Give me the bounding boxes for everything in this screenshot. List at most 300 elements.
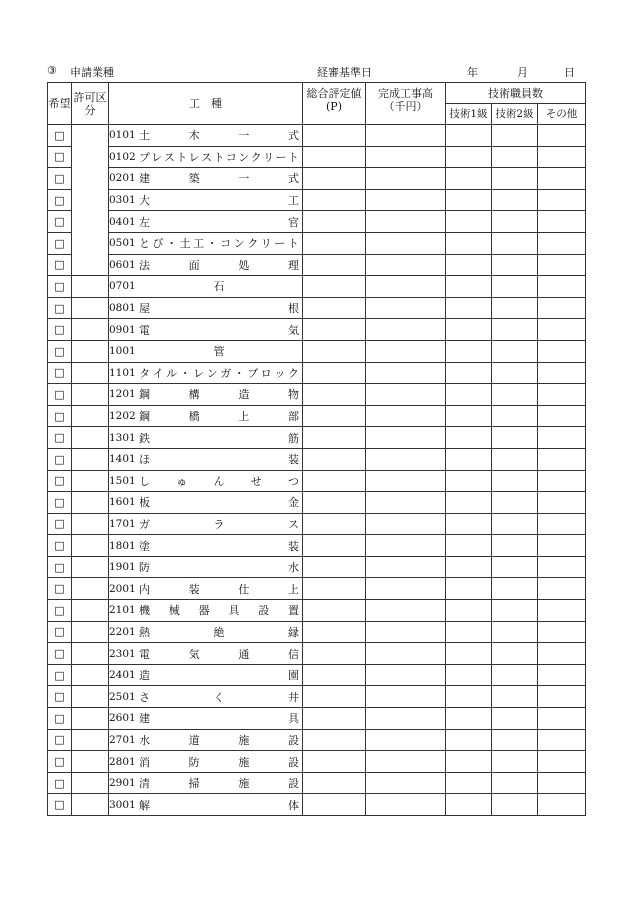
base-date-label: 経審基準日	[317, 66, 372, 79]
work-name: 電 気 通 信	[139, 647, 299, 661]
gijutsu2-cell[interactable]	[492, 794, 538, 816]
work-type-cell	[109, 664, 303, 686]
kyoka-cell[interactable]	[72, 492, 109, 514]
gijutsu2-cell[interactable]	[492, 254, 538, 276]
gijutsu1-cell[interactable]	[446, 708, 492, 730]
day-label: 日	[564, 66, 575, 79]
kyoka-cell[interactable]	[72, 729, 109, 751]
kyoka-cell[interactable]	[72, 556, 109, 578]
gijutsu1-cell[interactable]	[446, 556, 492, 578]
kibo-checkbox[interactable]: □	[48, 600, 72, 622]
table-row	[48, 578, 586, 600]
kansei-cell[interactable]	[366, 362, 446, 384]
kansei-cell[interactable]	[366, 254, 446, 276]
work-name: 水 道 施 設	[139, 733, 299, 747]
gijutsu1-cell[interactable]	[446, 578, 492, 600]
work-type-cell	[109, 729, 303, 751]
other-cell[interactable]	[538, 772, 586, 794]
work-code: 0401	[109, 215, 136, 228]
gijutsu1-cell[interactable]	[446, 492, 492, 514]
gijutsu2-cell[interactable]	[492, 556, 538, 578]
kansei-cell[interactable]	[366, 319, 446, 341]
other-cell[interactable]	[538, 232, 586, 254]
kyoka-cell[interactable]	[72, 794, 109, 816]
gijutsu1-cell[interactable]	[446, 405, 492, 427]
kyoka-cell[interactable]	[72, 405, 109, 427]
kibo-checkbox[interactable]: □	[48, 146, 72, 168]
other-cell[interactable]	[538, 146, 586, 168]
gijutsu1-cell[interactable]	[446, 513, 492, 535]
work-type-cell	[109, 751, 303, 773]
kyoka-cell[interactable]	[72, 600, 109, 622]
kibo-checkbox[interactable]: □	[48, 168, 72, 190]
other-cell[interactable]	[538, 254, 586, 276]
table-row	[48, 535, 586, 557]
kansei-cell[interactable]	[366, 556, 446, 578]
kansei-cell[interactable]	[366, 470, 446, 492]
kibo-checkbox[interactable]: □	[48, 686, 72, 708]
table-row	[48, 556, 586, 578]
kyoka-cell[interactable]	[72, 340, 109, 362]
other-cell[interactable]	[538, 340, 586, 362]
kibo-checkbox[interactable]: □	[48, 578, 72, 600]
work-type-cell	[109, 405, 303, 427]
gijutsu2-cell[interactable]	[492, 297, 538, 319]
table-row	[48, 362, 586, 384]
gijutsu2-cell[interactable]	[492, 686, 538, 708]
gijutsu2-cell[interactable]	[492, 664, 538, 686]
header-gijutsu: 技術職員数	[446, 83, 586, 104]
other-cell[interactable]	[538, 535, 586, 557]
other-cell[interactable]	[538, 427, 586, 449]
table-row	[48, 621, 586, 643]
kansei-cell[interactable]	[366, 297, 446, 319]
work-code: 1701	[109, 517, 136, 530]
gijutsu1-cell[interactable]	[446, 189, 492, 211]
kansei-cell[interactable]	[366, 448, 446, 470]
work-type-cell	[109, 276, 303, 298]
kibo-checkbox[interactable]: □	[48, 729, 72, 751]
kyoka-cell[interactable]	[72, 751, 109, 773]
kibo-checkbox[interactable]: □	[48, 232, 72, 254]
header-other: その他	[538, 104, 586, 125]
sogo-cell[interactable]	[303, 146, 366, 168]
gijutsu1-cell[interactable]	[446, 751, 492, 773]
sogo-cell[interactable]	[303, 535, 366, 557]
sogo-cell[interactable]	[303, 492, 366, 514]
sogo-cell[interactable]	[303, 168, 366, 190]
other-cell[interactable]	[538, 578, 586, 600]
table-row	[48, 319, 586, 341]
kyoka-cell[interactable]	[72, 168, 109, 190]
kansei-cell[interactable]	[366, 340, 446, 362]
work-name: 消 防 施 設	[139, 755, 299, 769]
work-type-cell	[109, 772, 303, 794]
work-code: 0201	[109, 172, 136, 185]
work-type-cell	[109, 535, 303, 557]
kyoka-cell[interactable]	[72, 211, 109, 233]
header-gijutsu2: 技術2級	[492, 104, 538, 125]
work-name: タ イ ル ・ レ ン ガ ・ ブ ロ ッ ク	[139, 366, 299, 380]
gijutsu2-cell[interactable]	[492, 492, 538, 514]
header-sogo-label: 総合評定値	[306, 87, 362, 100]
gijutsu2-cell[interactable]	[492, 125, 538, 147]
gijutsu2-cell[interactable]	[492, 643, 538, 665]
section-title: 申請業種	[70, 66, 114, 79]
gijutsu1-cell[interactable]	[446, 794, 492, 816]
kibo-checkbox[interactable]: □	[48, 362, 72, 384]
gijutsu2-cell[interactable]	[492, 340, 538, 362]
kyoka-cell[interactable]	[72, 362, 109, 384]
work-code: 2801	[109, 755, 136, 768]
table-row	[48, 297, 586, 319]
gijutsu2-cell[interactable]	[492, 708, 538, 730]
work-type-cell	[109, 708, 303, 730]
other-cell[interactable]	[538, 276, 586, 298]
work-name: 管	[213, 345, 225, 359]
other-cell[interactable]	[538, 621, 586, 643]
gijutsu2-cell[interactable]	[492, 232, 538, 254]
table-row	[48, 405, 586, 427]
work-code: 0901	[109, 323, 136, 336]
kyoka-cell[interactable]	[72, 513, 109, 535]
sogo-cell[interactable]	[303, 297, 366, 319]
sogo-cell[interactable]	[303, 513, 366, 535]
sogo-cell[interactable]	[303, 384, 366, 406]
kansei-cell[interactable]	[366, 427, 446, 449]
sogo-cell[interactable]	[303, 600, 366, 622]
kyoka-cell[interactable]	[72, 146, 109, 168]
gijutsu1-cell[interactable]	[446, 168, 492, 190]
kyoka-cell[interactable]	[72, 772, 109, 794]
gijutsu2-cell[interactable]	[492, 362, 538, 384]
work-name: 内 装 仕 上	[139, 582, 299, 596]
other-cell[interactable]	[538, 708, 586, 730]
kansei-cell[interactable]	[366, 276, 446, 298]
gijutsu2-cell[interactable]	[492, 513, 538, 535]
kyoka-cell[interactable]	[72, 319, 109, 341]
table-row	[48, 168, 586, 190]
kansei-cell[interactable]	[366, 492, 446, 514]
kibo-checkbox[interactable]: □	[48, 125, 72, 147]
kansei-cell[interactable]	[366, 751, 446, 773]
work-code: 0101	[109, 129, 136, 142]
kyoka-cell[interactable]	[72, 535, 109, 557]
month-label: 月	[517, 66, 528, 79]
gijutsu2-cell[interactable]	[492, 600, 538, 622]
kibo-checkbox[interactable]: □	[48, 621, 72, 643]
kansei-cell[interactable]	[366, 664, 446, 686]
kansei-cell[interactable]	[366, 146, 446, 168]
gijutsu2-cell[interactable]	[492, 319, 538, 341]
gijutsu2-cell[interactable]	[492, 146, 538, 168]
sogo-cell[interactable]	[303, 664, 366, 686]
gijutsu1-cell[interactable]	[446, 643, 492, 665]
kibo-checkbox[interactable]: □	[48, 492, 72, 514]
gijutsu2-cell[interactable]	[492, 470, 538, 492]
kibo-checkbox[interactable]: □	[48, 340, 72, 362]
work-name: 板 金	[139, 496, 299, 510]
gijutsu2-cell[interactable]	[492, 189, 538, 211]
kyoka-cell[interactable]	[72, 276, 109, 298]
sogo-cell[interactable]	[303, 254, 366, 276]
kyoka-cell[interactable]	[72, 708, 109, 730]
other-cell[interactable]	[538, 643, 586, 665]
sogo-cell[interactable]	[303, 621, 366, 643]
kyoka-cell[interactable]	[72, 578, 109, 600]
other-cell[interactable]	[538, 729, 586, 751]
gijutsu1-cell[interactable]	[446, 427, 492, 449]
kyoka-cell[interactable]	[72, 125, 109, 147]
kyoka-cell[interactable]	[72, 384, 109, 406]
kansei-cell[interactable]	[366, 794, 446, 816]
work-code: 2001	[109, 582, 136, 595]
kyoka-cell[interactable]	[72, 297, 109, 319]
kyoka-cell[interactable]	[72, 643, 109, 665]
work-name: 鉄 筋	[139, 431, 299, 445]
gijutsu1-cell[interactable]	[446, 384, 492, 406]
kibo-checkbox[interactable]: □	[48, 211, 72, 233]
sogo-cell[interactable]	[303, 751, 366, 773]
gijutsu1-cell[interactable]	[446, 254, 492, 276]
gijutsu2-cell[interactable]	[492, 276, 538, 298]
other-cell[interactable]	[538, 600, 586, 622]
kansei-cell[interactable]	[366, 513, 446, 535]
sogo-cell[interactable]	[303, 729, 366, 751]
work-code: 0501	[109, 237, 136, 250]
gijutsu2-cell[interactable]	[492, 211, 538, 233]
kansei-cell[interactable]	[366, 578, 446, 600]
gijutsu1-cell[interactable]	[446, 772, 492, 794]
gijutsu1-cell[interactable]	[446, 729, 492, 751]
kyoka-cell[interactable]	[72, 621, 109, 643]
kansei-cell[interactable]	[366, 384, 446, 406]
kibo-checkbox[interactable]: □	[48, 254, 72, 276]
table-row	[48, 384, 586, 406]
gijutsu1-cell[interactable]	[446, 211, 492, 233]
sogo-cell[interactable]	[303, 232, 366, 254]
kibo-checkbox[interactable]: □	[48, 772, 72, 794]
other-cell[interactable]	[538, 384, 586, 406]
other-cell[interactable]	[538, 189, 586, 211]
gijutsu1-cell[interactable]	[446, 448, 492, 470]
kibo-checkbox[interactable]: □	[48, 189, 72, 211]
kyoka-cell[interactable]	[72, 189, 109, 211]
work-code: 1301	[109, 431, 136, 444]
other-cell[interactable]	[538, 470, 586, 492]
kibo-checkbox[interactable]: □	[48, 448, 72, 470]
gijutsu1-cell[interactable]	[446, 686, 492, 708]
work-name: 建 築 一 式	[139, 172, 299, 186]
year-label: 年	[467, 66, 478, 79]
work-code: 1901	[109, 561, 136, 574]
gijutsu1-cell[interactable]	[446, 146, 492, 168]
kibo-checkbox[interactable]: □	[48, 319, 72, 341]
work-name: ガ ラ ス	[139, 517, 299, 531]
kansei-cell[interactable]	[366, 729, 446, 751]
work-code: 1101	[109, 366, 136, 379]
other-cell[interactable]	[538, 686, 586, 708]
other-cell[interactable]	[538, 664, 586, 686]
kibo-checkbox[interactable]: □	[48, 427, 72, 449]
application-table	[47, 82, 586, 816]
work-type-cell	[109, 254, 303, 276]
gijutsu2-cell[interactable]	[492, 384, 538, 406]
sogo-cell[interactable]	[303, 708, 366, 730]
sogo-cell[interactable]	[303, 794, 366, 816]
sogo-cell[interactable]	[303, 362, 366, 384]
kibo-checkbox[interactable]: □	[48, 405, 72, 427]
kyoka-cell[interactable]	[72, 664, 109, 686]
gijutsu2-cell[interactable]	[492, 621, 538, 643]
gijutsu1-cell[interactable]	[446, 276, 492, 298]
work-type-cell	[109, 600, 303, 622]
kansei-cell[interactable]	[366, 405, 446, 427]
gijutsu2-cell[interactable]	[492, 772, 538, 794]
work-name: 熱 絶 縁	[139, 625, 299, 639]
table-row	[48, 470, 586, 492]
work-type-cell	[109, 621, 303, 643]
work-code: 0301	[109, 194, 136, 207]
sogo-cell[interactable]	[303, 340, 366, 362]
other-cell[interactable]	[538, 492, 586, 514]
gijutsu2-cell[interactable]	[492, 578, 538, 600]
kansei-cell[interactable]	[366, 643, 446, 665]
work-name: さ く 井	[139, 690, 299, 704]
kyoka-cell[interactable]	[72, 448, 109, 470]
work-name: 電 気	[139, 323, 299, 337]
kansei-cell[interactable]	[366, 708, 446, 730]
other-cell[interactable]	[538, 794, 586, 816]
header-kibo: 希望	[48, 83, 72, 125]
kibo-checkbox[interactable]: □	[48, 513, 72, 535]
kansei-cell[interactable]	[366, 535, 446, 557]
kibo-checkbox[interactable]: □	[48, 276, 72, 298]
gijutsu1-cell[interactable]	[446, 319, 492, 341]
other-cell[interactable]	[538, 405, 586, 427]
work-code: 3001	[109, 798, 136, 811]
sogo-cell[interactable]	[303, 189, 366, 211]
work-code: 2901	[109, 777, 136, 790]
kibo-checkbox[interactable]: □	[48, 664, 72, 686]
gijutsu1-cell[interactable]	[446, 621, 492, 643]
work-code: 0102	[109, 150, 136, 163]
sogo-cell[interactable]	[303, 405, 366, 427]
sogo-cell[interactable]	[303, 427, 366, 449]
other-cell[interactable]	[538, 125, 586, 147]
sogo-cell[interactable]	[303, 125, 366, 147]
gijutsu2-cell[interactable]	[492, 729, 538, 751]
sogo-cell[interactable]	[303, 276, 366, 298]
kibo-checkbox[interactable]: □	[48, 751, 72, 773]
gijutsu1-cell[interactable]	[446, 297, 492, 319]
kibo-checkbox[interactable]: □	[48, 643, 72, 665]
gijutsu1-cell[interactable]	[446, 470, 492, 492]
gijutsu1-cell[interactable]	[446, 535, 492, 557]
work-name: し ゅ ん せ つ	[139, 474, 299, 488]
sogo-cell[interactable]	[303, 772, 366, 794]
sogo-cell[interactable]	[303, 448, 366, 470]
kansei-cell[interactable]	[366, 232, 446, 254]
table-row	[48, 125, 586, 147]
other-cell[interactable]	[538, 211, 586, 233]
other-cell[interactable]	[538, 297, 586, 319]
kibo-checkbox[interactable]: □	[48, 470, 72, 492]
gijutsu1-cell[interactable]	[446, 600, 492, 622]
kansei-cell[interactable]	[366, 168, 446, 190]
kansei-cell[interactable]	[366, 189, 446, 211]
work-type-cell	[109, 146, 303, 168]
sogo-cell[interactable]	[303, 578, 366, 600]
gijutsu1-cell[interactable]	[446, 340, 492, 362]
gijutsu1-cell[interactable]	[446, 362, 492, 384]
kyoka-cell[interactable]	[72, 232, 109, 254]
header-koshu: 工 種	[109, 83, 303, 125]
kansei-cell[interactable]	[366, 125, 446, 147]
sogo-cell[interactable]	[303, 686, 366, 708]
kyoka-cell[interactable]	[72, 427, 109, 449]
kyoka-cell[interactable]	[72, 686, 109, 708]
work-name: 石	[213, 280, 225, 294]
other-cell[interactable]	[538, 513, 586, 535]
sogo-cell[interactable]	[303, 211, 366, 233]
table-row	[48, 254, 586, 276]
work-type-cell	[109, 232, 303, 254]
gijutsu2-cell[interactable]	[492, 427, 538, 449]
kibo-checkbox[interactable]: □	[48, 708, 72, 730]
kansei-cell[interactable]	[366, 772, 446, 794]
kansei-cell[interactable]	[366, 211, 446, 233]
gijutsu1-cell[interactable]	[446, 232, 492, 254]
other-cell[interactable]	[538, 362, 586, 384]
work-name: 土 木 一 式	[139, 129, 299, 143]
kansei-cell[interactable]	[366, 686, 446, 708]
other-cell[interactable]	[538, 556, 586, 578]
kansei-cell[interactable]	[366, 600, 446, 622]
kibo-checkbox[interactable]: □	[48, 384, 72, 406]
work-type-cell	[109, 794, 303, 816]
other-cell[interactable]	[538, 751, 586, 773]
kyoka-cell[interactable]	[72, 254, 109, 276]
gijutsu1-cell[interactable]	[446, 125, 492, 147]
gijutsu1-cell[interactable]	[446, 664, 492, 686]
work-type-cell	[109, 578, 303, 600]
kyoka-cell[interactable]	[72, 470, 109, 492]
kibo-checkbox[interactable]: □	[48, 297, 72, 319]
sogo-cell[interactable]	[303, 319, 366, 341]
gijutsu2-cell[interactable]	[492, 535, 538, 557]
kibo-checkbox[interactable]: □	[48, 794, 72, 816]
work-type-cell	[109, 556, 303, 578]
work-name: 鋼 橋 上 部	[139, 410, 299, 424]
sogo-cell[interactable]	[303, 643, 366, 665]
other-cell[interactable]	[538, 168, 586, 190]
work-type-cell	[109, 319, 303, 341]
table-row	[48, 513, 586, 535]
sogo-cell[interactable]	[303, 556, 366, 578]
table-row	[48, 643, 586, 665]
gijutsu2-cell[interactable]	[492, 168, 538, 190]
gijutsu2-cell[interactable]	[492, 448, 538, 470]
sogo-cell[interactable]	[303, 470, 366, 492]
gijutsu2-cell[interactable]	[492, 405, 538, 427]
kibo-checkbox[interactable]: □	[48, 535, 72, 557]
kansei-cell[interactable]	[366, 621, 446, 643]
other-cell[interactable]	[538, 319, 586, 341]
kibo-checkbox[interactable]: □	[48, 556, 72, 578]
other-cell[interactable]	[538, 448, 586, 470]
gijutsu2-cell[interactable]	[492, 751, 538, 773]
